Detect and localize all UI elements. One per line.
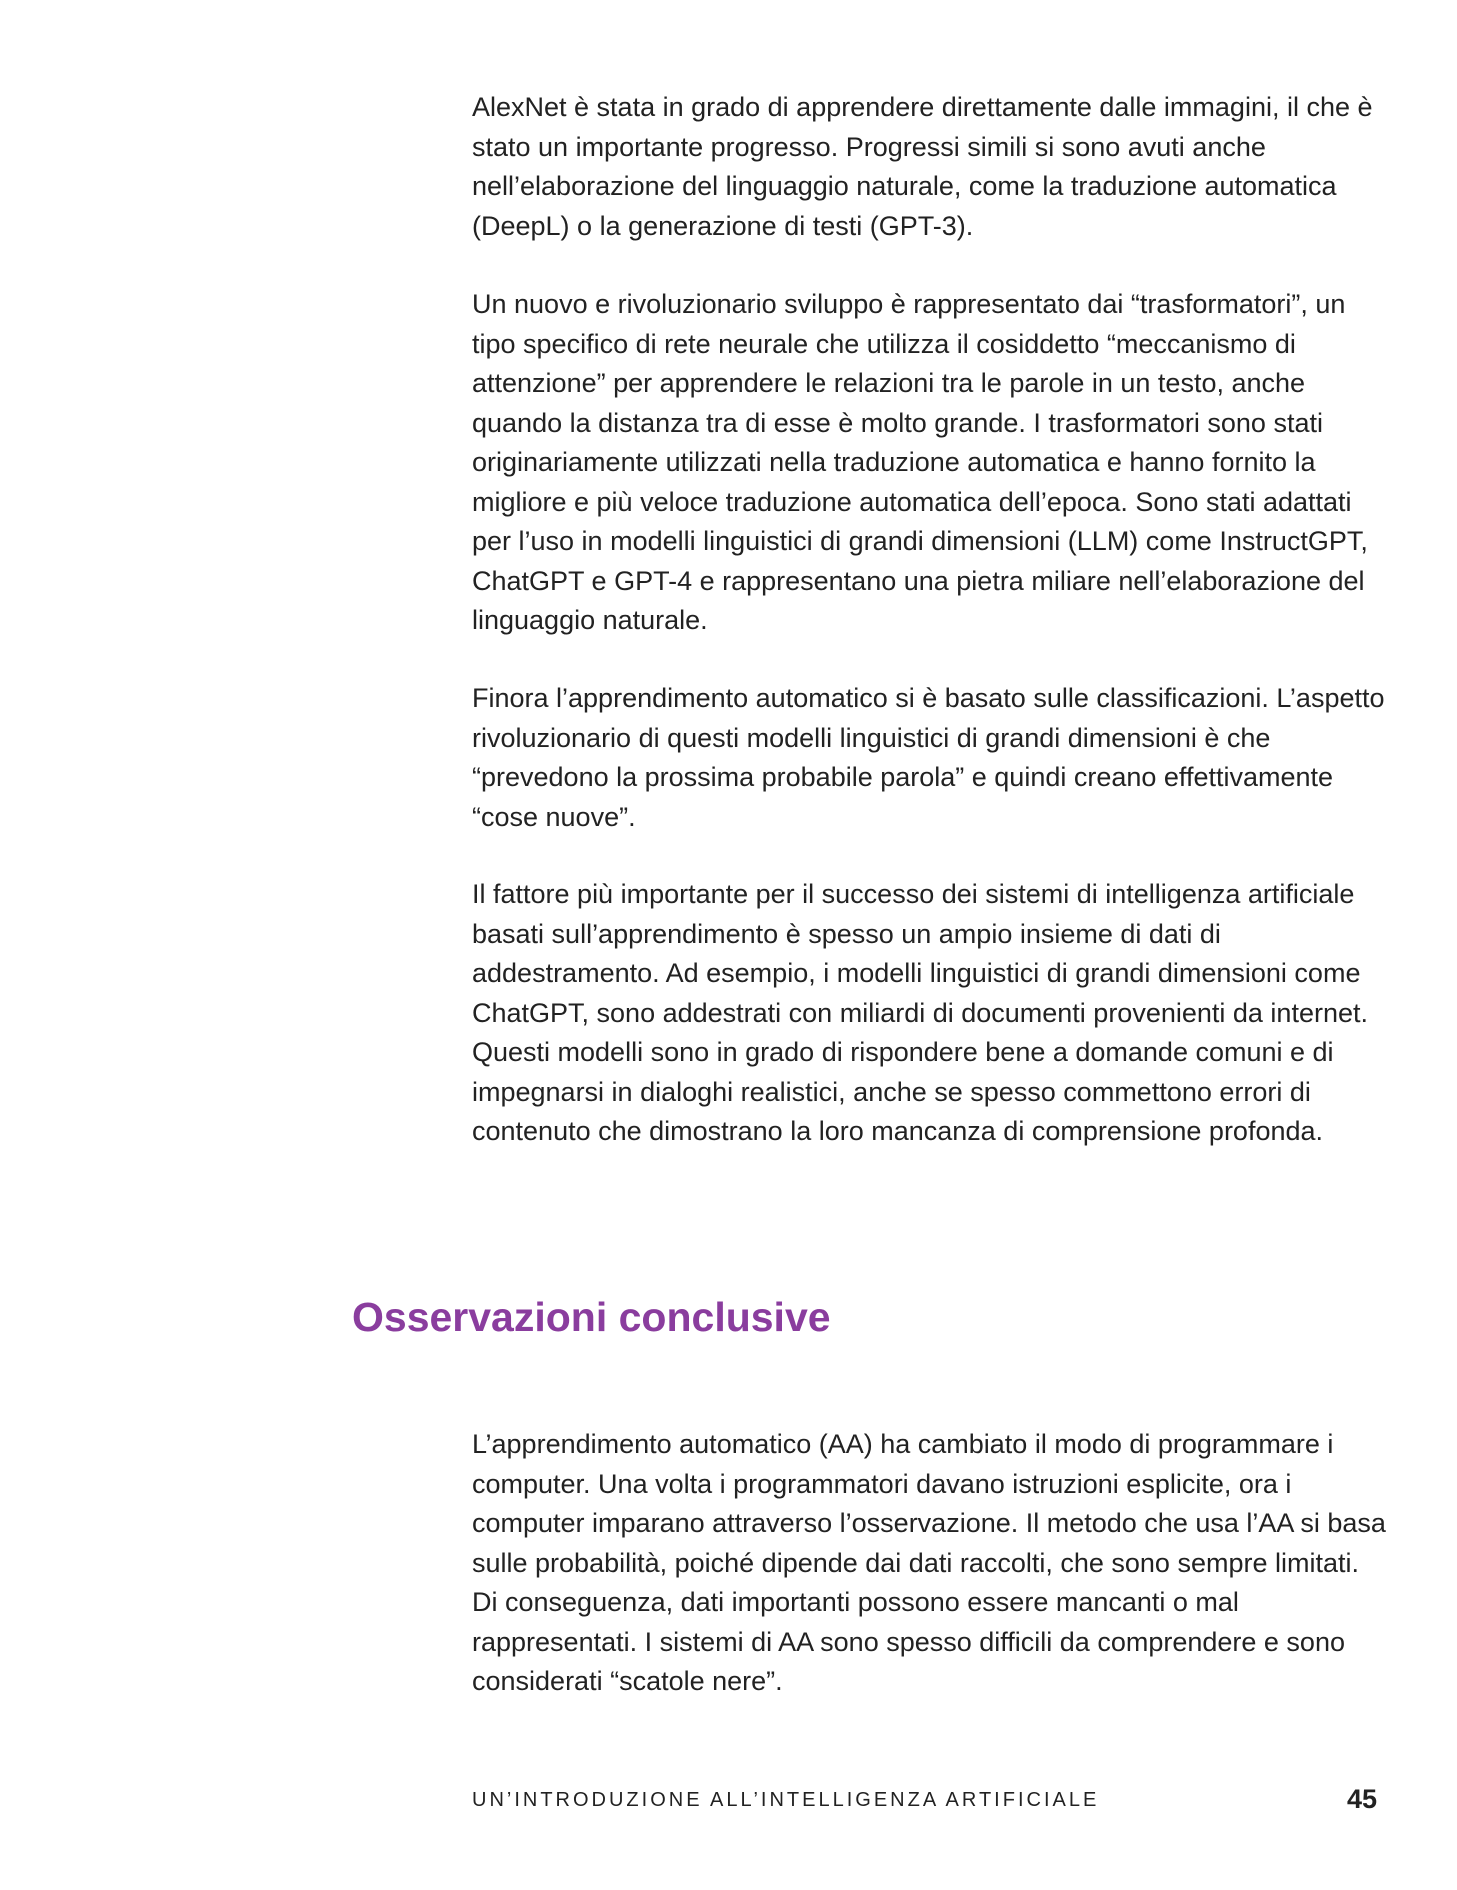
running-footer-title: UN’INTRODUZIONE ALL’INTELLIGENZA ARTIFICIALE xyxy=(472,1789,1100,1811)
body-paragraph-classification: Finora l’apprendimento automatico si è basato sulle classificazioni. L’aspetto rivoluzionario di questi modelli linguistici di grandi dimensioni è che “prevedono la prossima probabile parola” e quindi creano effettivamente “cose nuove”. xyxy=(472,683,1385,832)
body-paragraph-alexnet: AlexNet è stata in grado di apprendere direttamente dalle immagini, il che è stato un importante progresso. Progressi simili si sono avuti anche nell’elaborazione del linguaggio naturale, come la traduzione automatica (DeepL) o la generazione di testi (GPT-3). xyxy=(472,92,1373,241)
section-paragraph-conclusion: L’apprendimento automatico (AA) ha cambiato il modo di programmare i computer. Una volta i programmatori davano istruzioni esplicite, ora i computer imparano attraverso l’osservazione. Il metodo che usa l’AA si basa sulle probabilità, poiché dipende dai dati raccolti, che sono sempre limitati. Di conseguenza, dati importanti possono essere mancanti o mal rappresentati. I sistemi di AA sono spesso difficili da comprendere e sono considerati “scatole nere”. xyxy=(472,1429,1386,1696)
body-paragraph-training-data: Il fattore più importante per il successo dei sistemi di intelligenza artificiale basati sull’apprendimento è spesso un ampio insieme di dati di addestramento. Ad esempio, i modelli linguistici di grandi dimensioni come ChatGPT, sono addestrati con miliardi di documenti provenienti da internet. Questi modelli sono in grado di rispondere bene a domande comuni e di impegnarsi in dialoghi realistici, anche se spesso commettono errori di contenuto che dimostrano la loro mancanza di comprensione profonda. xyxy=(472,879,1368,1146)
page-number: 45 xyxy=(1346,1784,1377,1814)
body-paragraph-transformers: Un nuovo e rivoluzionario sviluppo è rappresentato dai “trasformatori”, un tipo specifico di rete neurale che utilizza il cosiddetto “meccanismo di attenzione” per apprendere le relazioni tra le parole in un testo, anche quando la distanza tra di esse è molto grande. I trasformatori sono stati originariamente utilizzati nella traduzione automatica e hanno fornito la migliore e più veloce traduzione automatica dell’epoca. Sono stati adattati per l’uso in modelli linguistici di grandi dimensioni (LLM) come InstructGPT, ChatGPT e GPT-4 e rappresentano una pietra miliare nell’elaborazione del linguaggio naturale. xyxy=(472,289,1368,635)
section-heading: Osservazioni conclusive xyxy=(352,1294,831,1340)
